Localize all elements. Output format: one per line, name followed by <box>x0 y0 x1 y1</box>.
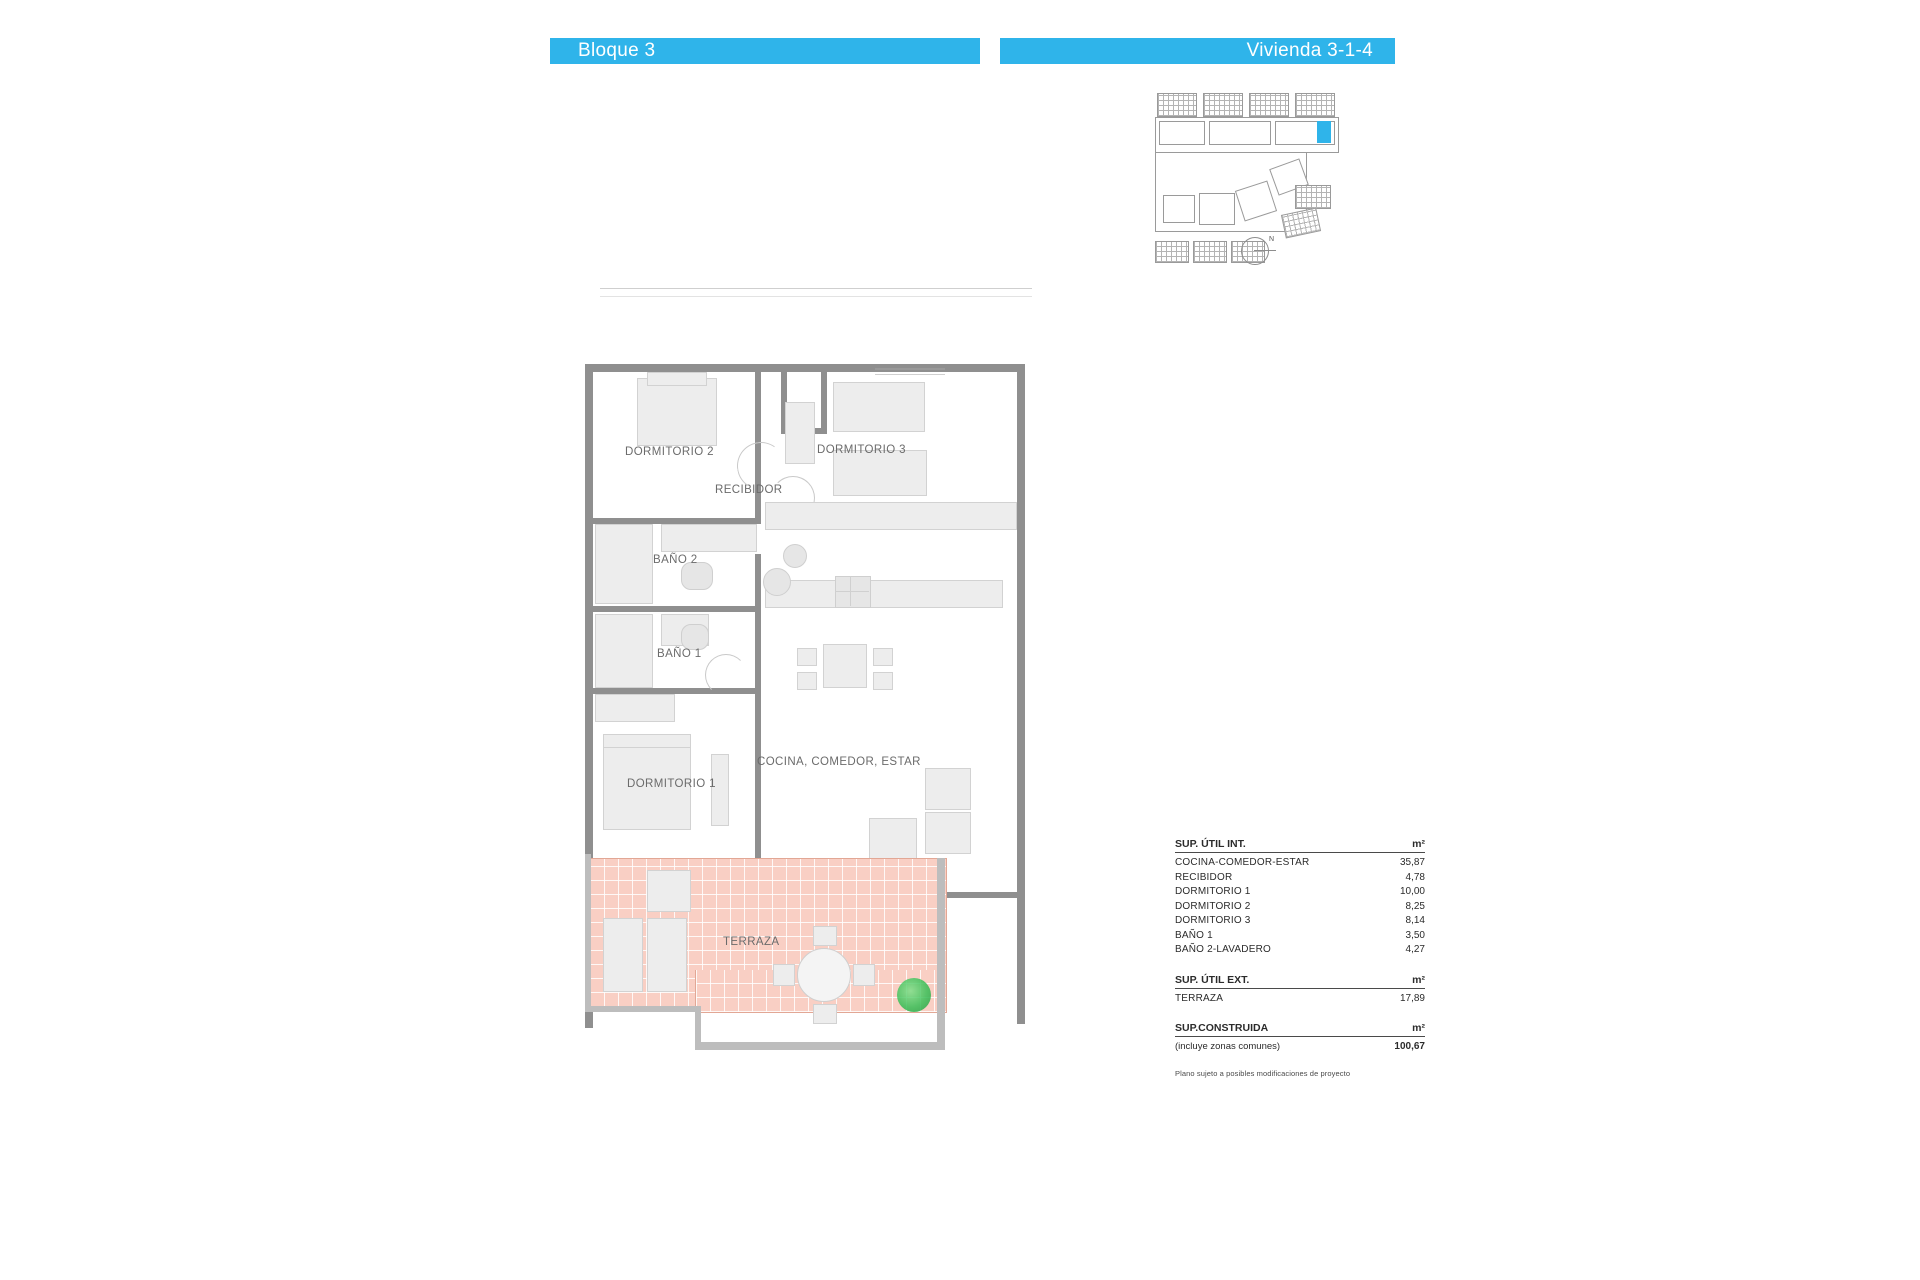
room-label-bano-1: BAÑO 1 <box>657 648 702 660</box>
wardrobe-furniture <box>785 402 815 464</box>
keyplan-hatch <box>1193 241 1227 263</box>
legend-row <box>1175 943 1425 958</box>
wall-exterior-top <box>585 364 1025 372</box>
sofa-furniture-2 <box>925 812 971 854</box>
wall-terrace-right <box>937 858 945 1050</box>
wall-terrace-bottom <box>695 1042 941 1050</box>
bed-furniture <box>637 378 717 446</box>
terrace-chair <box>773 964 795 986</box>
legend-interior-unit: m² <box>1412 838 1425 850</box>
floor-plan <box>585 358 1030 1238</box>
legend-built-subtitle: (incluye zonas comunes) <box>1175 1041 1281 1052</box>
dining-chair <box>873 648 893 666</box>
legend-row-value: 17,89 <box>1399 992 1425 1004</box>
room-label-salon: COCINA, COMEDOR, ESTAR <box>757 756 921 768</box>
terrace-table <box>797 948 851 1002</box>
kitchen-counter <box>765 502 1017 530</box>
key-plan <box>1155 85 1375 285</box>
legend-row-value: 8,25 <box>1405 900 1425 912</box>
keyplan-hatch <box>1249 93 1289 117</box>
kitchen-island <box>765 580 1003 608</box>
legend-exterior-header <box>1175 974 1425 989</box>
room-label-recibidor: RECIBIDOR <box>715 484 783 496</box>
keyplan-hatch <box>1295 93 1335 117</box>
legend-row <box>1175 992 1425 1007</box>
legend-row-name: RECIBIDOR <box>1175 871 1233 883</box>
legend-built-title: SUP.CONSTRUIDA <box>1175 1022 1269 1034</box>
legend-row-name: COCINA-COMEDOR-ESTAR <box>1175 857 1310 868</box>
keyplan-unit <box>1199 193 1235 225</box>
legend-built-value: 100,67 <box>1394 1041 1425 1052</box>
terrace-sofa-2 <box>647 918 687 992</box>
legend-row <box>1175 856 1425 871</box>
title-rule <box>600 288 1032 289</box>
legend-row-value: 4,27 <box>1405 944 1425 955</box>
sink-icon <box>763 568 791 596</box>
block-title: Bloque 3 <box>578 40 656 61</box>
legend-built-row <box>1175 1040 1425 1055</box>
legend-disclaimer: Plano sujeto a posibles modificaciones de proyecto <box>1175 1068 1351 1078</box>
cooktop-divider-2 <box>835 591 869 592</box>
terrace-chair <box>813 1004 837 1024</box>
legend-row-value: 35,87 <box>1399 857 1425 868</box>
wall-entry-stub-3 <box>821 372 827 434</box>
terrace-sofa <box>603 918 643 992</box>
terrace-chair <box>813 926 837 946</box>
legend-row-value: 3,50 <box>1405 929 1425 941</box>
counter-furniture <box>661 524 757 552</box>
wall-terrace-left <box>585 854 591 1010</box>
north-arrow-icon <box>1241 237 1269 265</box>
wall-exterior-right <box>1017 364 1025 664</box>
bed-furniture <box>833 382 925 432</box>
north-label: N <box>1269 236 1275 243</box>
keyplan-highlight-current-unit <box>1317 121 1331 143</box>
keyplan-hatch <box>1203 93 1243 117</box>
legend-row-name: DORMITORIO 3 <box>1175 915 1251 926</box>
unit-title: Vivienda 3-1-4 <box>1246 40 1373 61</box>
legend-row-value: 10,00 <box>1399 886 1425 897</box>
legend-row-name: DORMITORIO 2 <box>1175 900 1251 912</box>
shower-furniture <box>595 524 653 604</box>
legend-row-name: BAÑO 1 <box>1175 929 1213 941</box>
window-top <box>875 368 945 370</box>
keyplan-hatch <box>1295 185 1331 209</box>
legend-row <box>1175 929 1425 944</box>
legend-row <box>1175 885 1425 900</box>
plant-icon <box>897 978 931 1012</box>
room-label-dormitorio-3: DORMITORIO 3 <box>817 444 906 456</box>
room-label-dormitorio-2: DORMITORIO 2 <box>625 446 714 458</box>
legend-exterior-title: SUP. ÚTIL EXT. <box>1175 973 1250 986</box>
terrace-lounger <box>647 870 691 912</box>
areas-legend <box>1175 838 1425 1078</box>
terrace-chair <box>853 964 875 986</box>
title-rule-secondary <box>600 296 1032 297</box>
legend-row-name: BAÑO 2-LAVADERO <box>1175 944 1271 955</box>
legend-row-value: 8,14 <box>1405 915 1425 926</box>
legend-built-unit: m² <box>1412 1022 1425 1034</box>
header-bar-unit <box>1000 38 1395 64</box>
wall-interior-4 <box>593 606 761 612</box>
room-label-terraza: TERRAZA <box>723 936 780 948</box>
dining-chair <box>797 672 817 690</box>
legend-built-header <box>1175 1022 1425 1037</box>
shower-furniture-2 <box>595 614 653 688</box>
dining-chair <box>873 672 893 690</box>
legend-interior-title: SUP. ÚTIL INT. <box>1175 838 1246 850</box>
bed-furniture-2 <box>833 450 927 496</box>
legend-row <box>1175 871 1425 886</box>
nightstand-furniture <box>711 754 729 826</box>
toilet-furniture <box>681 562 713 590</box>
keyplan-hatch <box>1157 93 1197 117</box>
legend-spacer <box>1175 958 1425 974</box>
wall-terrace-bottom-left <box>585 1006 701 1012</box>
legend-row-value: 4,78 <box>1405 871 1425 883</box>
keyplan-unit <box>1163 195 1195 223</box>
window-top-2 <box>875 374 945 375</box>
legend-exterior-unit: m² <box>1412 973 1425 986</box>
keyplan-hatch <box>1155 241 1189 263</box>
dining-table <box>823 644 867 688</box>
keyplan-unit <box>1159 121 1205 145</box>
legend-row <box>1175 914 1425 929</box>
room-label-bano-2: BAÑO 2 <box>653 554 698 566</box>
room-label-dormitorio-1: DORMITORIO 1 <box>627 778 716 790</box>
toilet-furniture-2 <box>681 624 709 650</box>
headboard-furniture <box>647 372 707 386</box>
legend-row-name: DORMITORIO 1 <box>1175 886 1251 897</box>
keyplan-unit <box>1209 121 1271 145</box>
wall-exterior-right-lower <box>1017 664 1025 1024</box>
wall-interior-2 <box>755 554 761 854</box>
door-swing-bano1 <box>705 654 747 696</box>
header-bar-block <box>550 38 980 64</box>
sofa-furniture <box>925 768 971 810</box>
wardrobe-furniture-2 <box>595 694 675 722</box>
legend-interior-header <box>1175 838 1425 853</box>
legend-spacer <box>1175 1006 1425 1022</box>
legend-row-name: TERRAZA <box>1175 992 1224 1004</box>
sink-icon-2 <box>783 544 807 568</box>
legend-row <box>1175 900 1425 915</box>
cooktop-icon <box>835 576 871 608</box>
headboard-furniture-2 <box>603 734 691 748</box>
dining-chair <box>797 648 817 666</box>
wall-terrace-step <box>695 1006 701 1046</box>
